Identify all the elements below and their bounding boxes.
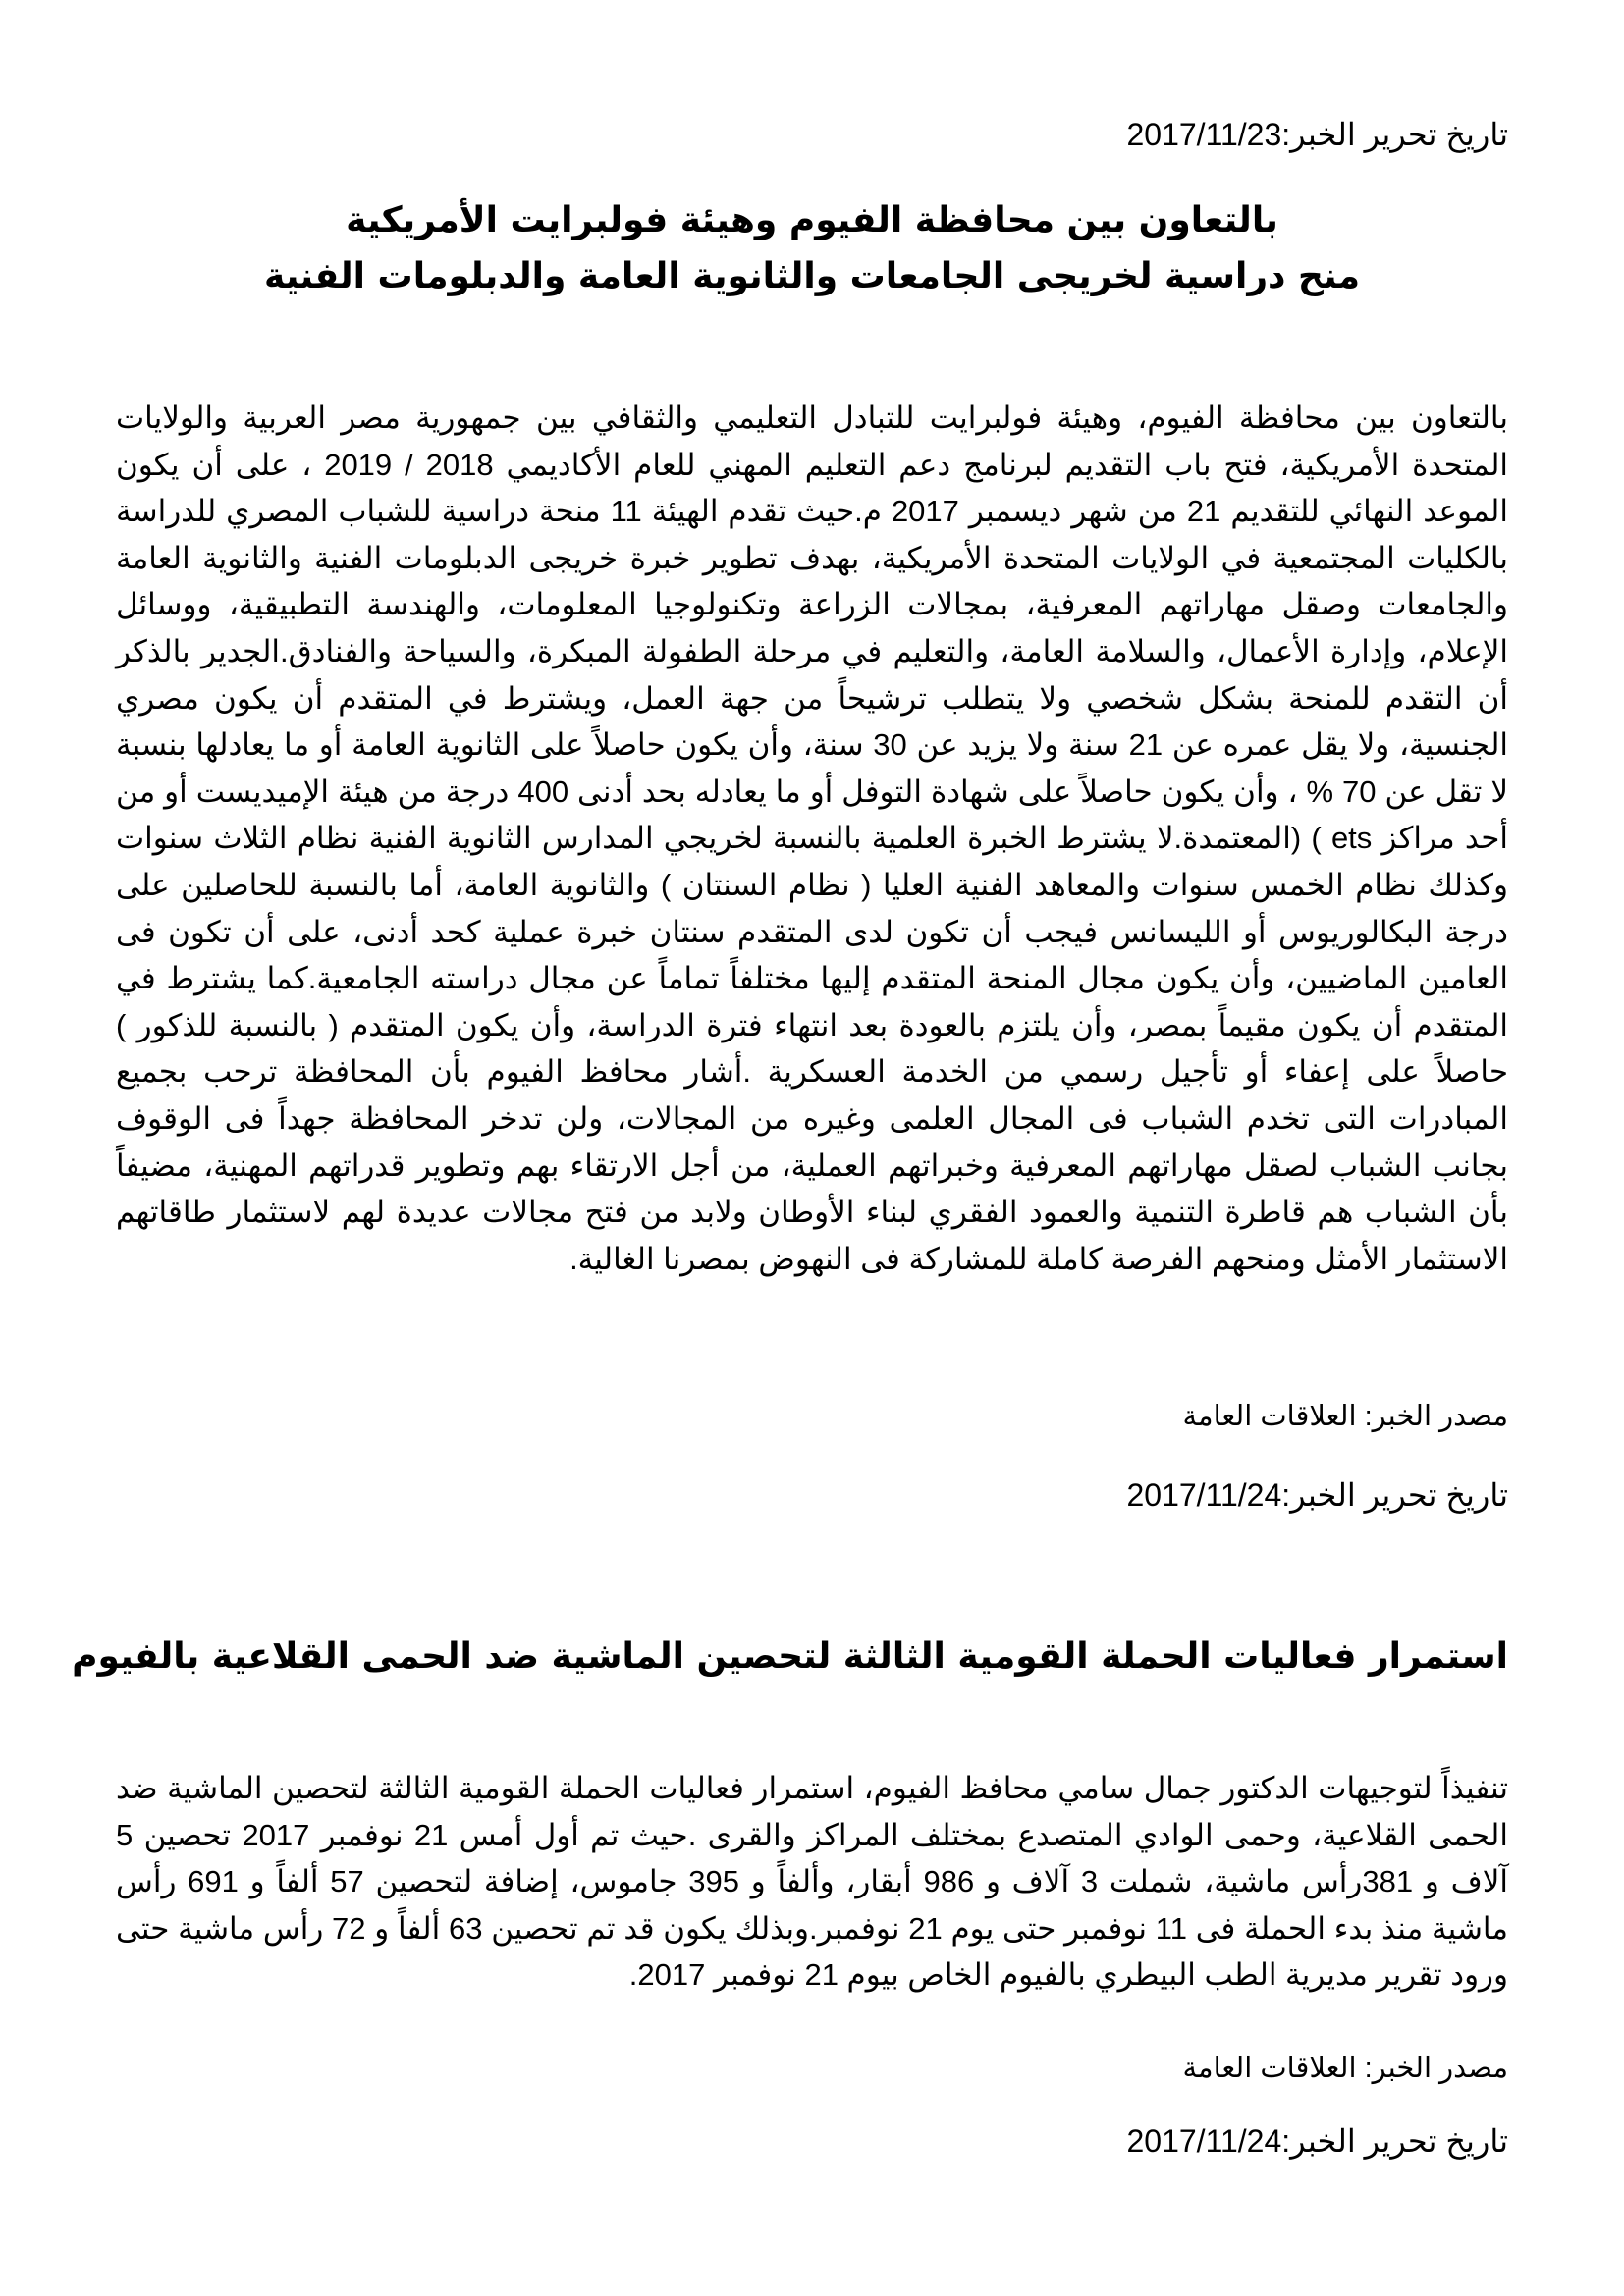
article2-date: تاريخ تحرير الخبر:2017/11/24 [1126,1477,1508,1513]
article1-title-line2: منح دراسية لخريجى الجامعات والثانوية العامة والدبلومات الفنية [264,256,1360,296]
article2-title: استمرار فعاليات الحملة القومية الثالثة لتحصين الماشية ضد الحمى القلاعية بالفيوم [72,1636,1508,1677]
article1-date: تاريخ تحرير الخبر:2017/11/23 [1126,117,1508,152]
article2-source: مصدر الخبر: العلاقات العامة [1182,2053,1508,2084]
footer-date: تاريخ تحرير الخبر:2017/11/24 [1126,2123,1508,2159]
article2-body: تنفيذاً لتوجيهات الدكتور جمال سامي محافظ الفيوم، استمرار فعاليات الحملة القومية الثالثة لتحصين الماشية ضد الحمى القلاعية، وحمى الوادي المتصدع بمختلف المراكز والقرى .حيث تم أول أمس 21 نوفمبر 2017 تحصين 5 آلاف و 381رأس ماشية، شملت 3 آلاف و 986 أبقار، وألفاً و 395 جاموس، إضافة لتحصين 57 ألفاً و 691 رأس ماشية منذ بدء الحملة فى 11 نوفمبر حتى يوم 21 نوفمبر.وبذلك يكون قد تم تحصين 63 ألفاً و 72 رأس ماشية حتى ورود تقرير مديرية الطب البيطري بالفيوم الخاص بيوم 21 نوفمبر 2017. [116,1771,1508,1993]
article1-source: مصدر الخبر: العلاقات العامة [1182,1401,1508,1432]
article1-body: بالتعاون بين محافظة الفيوم، وهيئة فولبرايت للتبادل التعليمي والثقافي بين جمهورية مصر العربية والولايات المتحدة الأمريكية، فتح باب التقديم لبرنامج دعم التعليم المهني للعام الأكاديمي 2018 / 2019 ، على أن يكون الموعد النهائي للتقديم 21 من شهر ديسمبر 2017 م.حيث تقدم الهيئة 11 منحة دراسية للشباب المصري للدراسة بالكليات المجتمعية في الولايات المتحدة الأمريكية، بهدف تطوير خبرة خريجى الدبلومات الفنية والثانوية العامة والجامعات وصقل مهاراتهم المعرفية، بمجالات الزراعة وتكنولوجيا المعلومات، والهندسة التطبيقية، ووسائل الإعلام، وإدارة الأعمال، والسلامة العامة، والتعليم في مرحلة الطفولة المبكرة، والسياحة والفنادق.الجدير بالذكر أن التقدم للمنحة بشكل شخصي ولا يتطلب ترشيحاً من جهة العمل، ويشترط في المتقدم أن يكون مصري الجنسية، ولا يقل عمره عن 21 سنة ولا يزيد عن 30 سنة، وأن يكون حاصلاً على الثانوية العامة أو ما يعادلها بنسبة لا تقل عن 70 % ، وأن يكون حاصلاً على شهادة التوفل أو ما يعادله بحد أدنى 400 درجة من هيئة الإميديست أو من أحد مراكز ets ) (المعتمدة.لا يشترط الخبرة العلمية بالنسبة لخريجي المدارس الثانوية الفنية نظام الثلاث سنوات وكذلك نظام الخمس سنوات والمعاهد الفنية العليا ( نظام السنتان ) والثانوية العامة، أما بالنسبة للحاصلين على درجة البكالوريوس أو الليسانس فيجب أن تكون لدى المتقدم سنتان خبرة عملية كحد أدنى، على أن تكون فى العامين الماضيين، وأن يكون مجال المنحة المتقدم إليها مختلفاً تماماً عن مجال دراسته الجامعية.كما يشترط في المتقدم أن يكون مقيماً بمصر، وأن يلتزم بالعودة بعد انتهاء فترة الدراسة، وأن يكون المتقدم ( بالنسبة للذكور ) حاصلاً على إعفاء أو تأجيل رسمي من الخدمة العسكرية .أشار محافظ الفيوم بأن المحافظة ترحب بجميع المبادرات التى تخدم الشباب فى المجال العلمى وغيره من المجالات، ولن تدخر المحافظة جهداً فى الوقوف بجانب الشباب لصقل مهاراتهم المعرفية وخبراتهم العملية، من أجل الارتقاء بهم وتطوير قدراتهم المهنية، مضيفاً بأن الشباب هم قاطرة التنمية والعمود الفقري لبناء الأوطان ولابد من فتح مجالات عديدة لهم لاستثمار طاقاتهم الاستثمار الأمثل ومنحهم الفرصة كاملة للمشاركة فى النهوض بمصرنا الغالية. [116,400,1509,1276]
article1-title-line1: بالتعاون بين محافظة الفيوم وهيئة فولبرايت الأمريكية [346,200,1278,240]
